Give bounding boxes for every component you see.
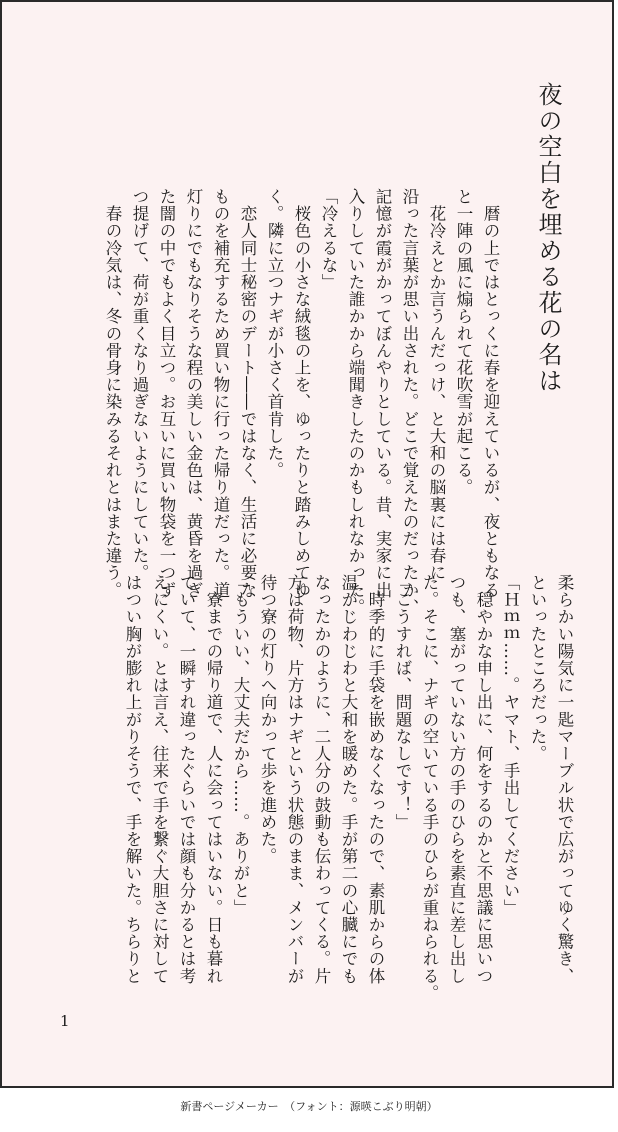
text-line: つ提げて、荷が重くなり過ぎないようにしていた。 bbox=[130, 188, 149, 582]
text-line: 方は荷物、片方はナギという状態のまま、メンバーが bbox=[285, 574, 304, 985]
text-line: 花冷えとか言うんだっけ、と大和の脳裏には春に bbox=[427, 188, 446, 582]
text-line: えにくい。とは言え、往来で手を繋ぐ大胆さに対して bbox=[150, 574, 169, 985]
text-line: 温がじわじわと大和を暖めた。手が第二の心臓にでも bbox=[339, 574, 358, 985]
text-line: 桜色の小さな絨毯の上を、ゆったりと踏みしめてゆ bbox=[292, 188, 311, 599]
text-line: ていて、一瞬すれ違ったぐらいでは顔も分かるとは考 bbox=[177, 574, 196, 985]
text-line: なったかのように、二人分の鼓動も伝わってくる。片 bbox=[312, 574, 331, 985]
text-line: はつい胸が膨れ上がりそうで、手を解いた。ちらりと bbox=[123, 574, 142, 985]
text-line: 「もういい、大丈夫だから……。ありがと」 bbox=[231, 574, 250, 916]
text-line: く。隣に立つナギが小さく首肯した。 bbox=[265, 188, 284, 479]
text-line: つも、塞がっていない方の手のひらを素直に差し出し bbox=[447, 574, 466, 985]
story-title: 夜の空白を埋める花の名は bbox=[534, 82, 562, 394]
text-line: 穏やかな申し出に、何をするのかと不思議に思いつ bbox=[474, 574, 493, 985]
text-line: 沿った言葉が思い出された。どこで覚えたのだったか、 bbox=[400, 188, 419, 616]
text-line: 柔らかい陽気に一匙マーブル状で広がってゆく驚き、 bbox=[555, 574, 574, 985]
text-line: 恋人同士秘密のデート――ではなく、生活に必要な bbox=[238, 188, 257, 599]
upper-text-block bbox=[60, 188, 504, 616]
page-number: 1 bbox=[60, 1012, 70, 1030]
text-line: 「こうすれば、問題なしです！」 bbox=[393, 574, 412, 831]
text-line: た闇の中でもよく目立つ。お互いに買い物袋を一つず bbox=[157, 188, 176, 599]
text-line: と一陣の風に煽られて花吹雪が起こる。 bbox=[454, 188, 473, 496]
text-line: 暦の上ではとっくに春を迎えているが、夜ともなる bbox=[481, 188, 500, 599]
lower-text-block bbox=[60, 574, 578, 1002]
text-line: といったところだった。 bbox=[528, 574, 547, 763]
footer-caption: 新書ページメーカー （フォント：源暎こぶり明朝） bbox=[180, 1100, 438, 1113]
text-line: 「冷えるな」 bbox=[319, 188, 338, 291]
text-line: 「Ｈｍｍ……。ヤマト、手出してください」 bbox=[501, 574, 520, 916]
text-line: 寮までの帰り道で、人に会ってはいない。日も暮れ bbox=[204, 574, 223, 985]
text-line: 記憶が霞がかってぼんやりとしている。昔、実家に出 bbox=[373, 188, 392, 599]
text-line: 入りしていた誰かから端聞きしたのかもしれなかった。 bbox=[346, 188, 365, 616]
text-line: ものを補充するため買い物に行った帰り道だった。道 bbox=[211, 188, 230, 599]
text-line: 時季的に手袋を嵌めなくなったので、素肌からの体 bbox=[366, 574, 385, 985]
text-line: 春の冷気は、冬の骨身に染みるそれとはまた違う。 bbox=[103, 188, 122, 599]
text-line: た。そこに、ナギの空いている手のひらが重ねられる。 bbox=[420, 574, 439, 1002]
text-line: 待つ寮の灯りへ向かって歩を進めた。 bbox=[258, 574, 277, 865]
text-line: 灯りにでもなりそうな程の美しい金色は、黄昏を過ぎ bbox=[184, 188, 203, 599]
